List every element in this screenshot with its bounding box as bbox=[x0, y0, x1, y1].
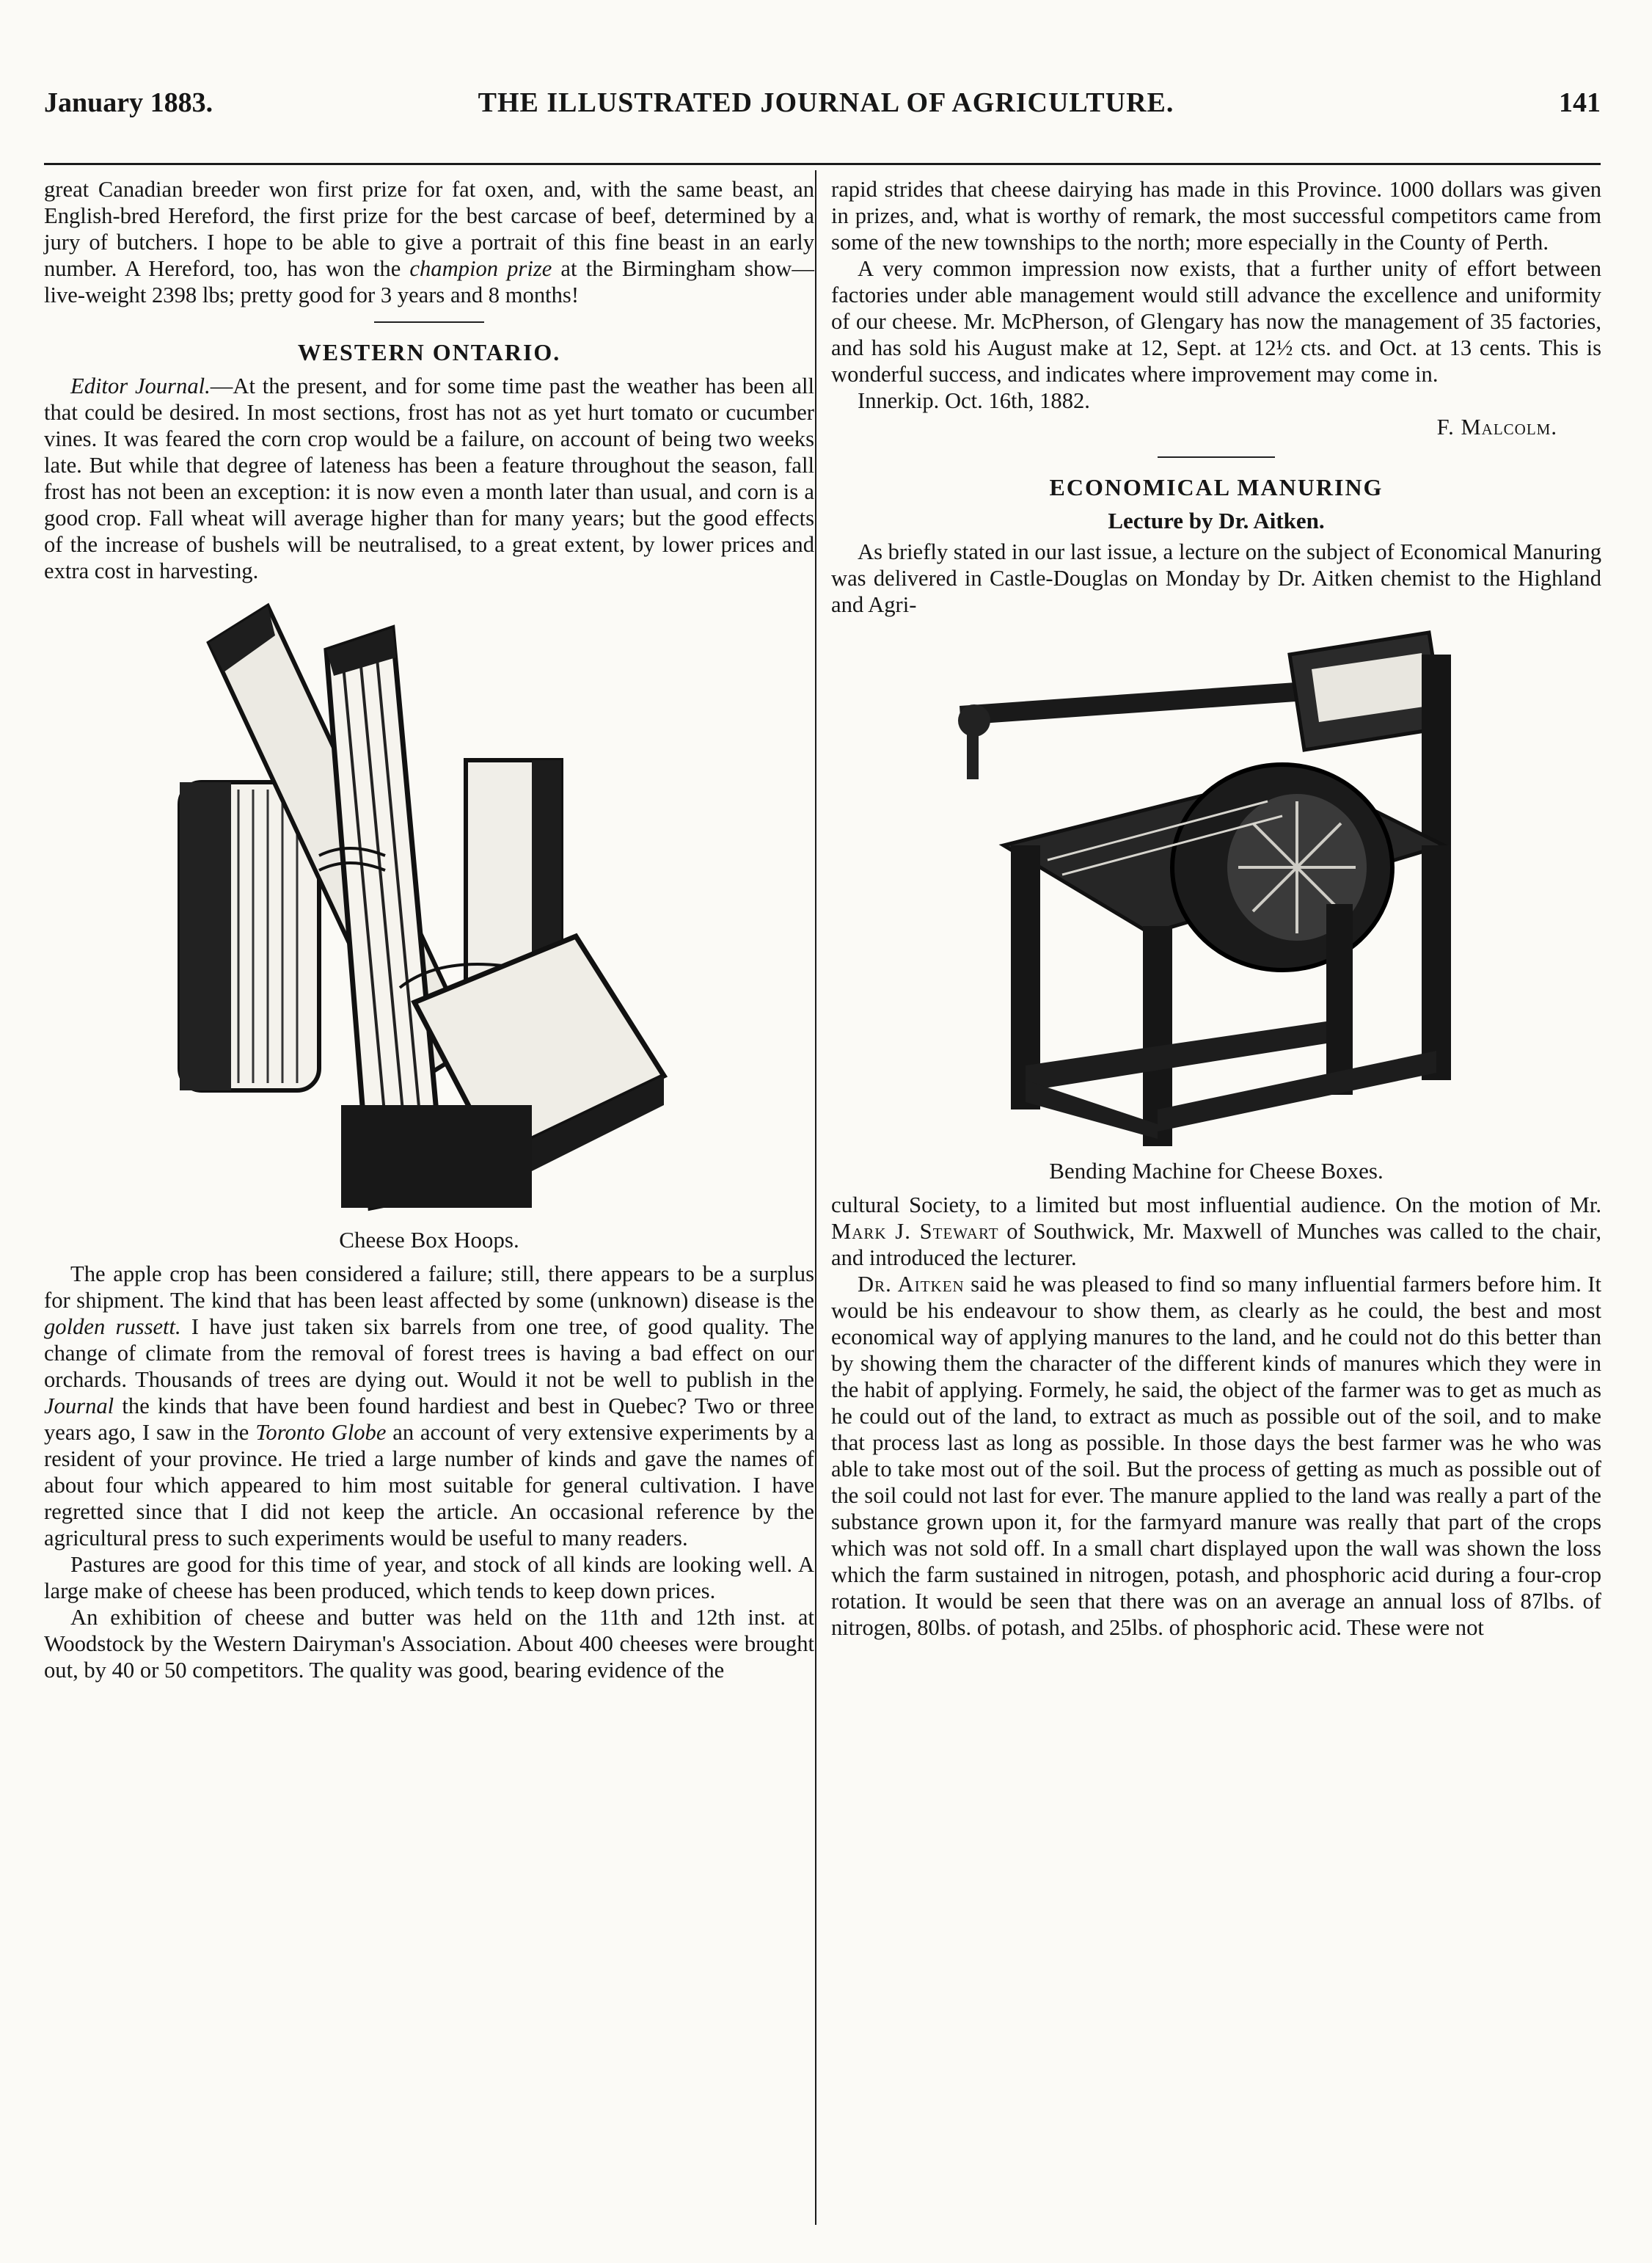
issue-date: January 1883. bbox=[44, 87, 213, 118]
paragraph: Pastures are good for this time of year, and stock of all kinds are looking well. A large make of cheese has been produced, which tends to keep down prices. bbox=[44, 1552, 814, 1603]
paragraph: An exhibition of cheese and butter was held on the 11th and 12th inst. at Woodstock by the Western Dairyman's Association. About 400 cheeses were brought out, by 40 or 50 competitors. The quality was good, bearing evidence of the bbox=[44, 1605, 814, 1683]
author-signature: F. Malcolm. bbox=[1436, 415, 1557, 440]
section-divider bbox=[1158, 456, 1275, 458]
figure-caption: Cheese Box Hoops. bbox=[339, 1227, 519, 1253]
paragraph: rapid strides that cheese dairying has made in this Province. 1000 dollars was given in prizes, and, what is worthy of remark, the most successful competitors came from some of the new townships to the north; more especially in the County of Perth. bbox=[831, 177, 1601, 255]
right-column bbox=[831, 176, 1601, 1641]
paragraph: As briefly stated in our last issue, a lecture on the subject of Economical Manuring was delivered in Castle-Douglas on Monday by Dr. Aitken chemist to the Highland and Agri- bbox=[831, 539, 1601, 617]
left-column bbox=[44, 176, 814, 1683]
section-title-economical-manuring: ECONOMICAL MANURING bbox=[1049, 474, 1384, 500]
paragraph: A very common impression now exists, that a further unity of effort between factories under able management would still advance the excellence and uniformity of our cheese. Mr. McPherson, of Glengary has now the management of 35 factories, and has sold his August make at 12, Sept. at 12½ cts. and Oct. at 13 cents. This is wonderful success, and indicates where improvement may come in. bbox=[831, 256, 1601, 387]
paragraph: great Canadian breeder won first prize for fat oxen, and, with the same beast, an English-bred Hereford, the first prize for the best carcase of beef, determined by a jury of butchers. I hope to be able to give a portrait of this fine beast in an early number. A Hereford, too, has won the champion prize at the Birmingham show—live-weight 2398 lbs; pretty good for 3 years and 8 months! bbox=[44, 177, 814, 307]
dateline: Innerkip. Oct. 16th, 1882. bbox=[858, 388, 1090, 413]
section-title-western-ontario: WESTERN ONTARIO. bbox=[297, 339, 561, 365]
figure-caption: Bending Machine for Cheese Boxes. bbox=[1049, 1158, 1384, 1184]
paragraph: cultural Society, to a limited but most influential audience. On the motion of Mr. Mark J. Stewart of Southwick, Mr. Maxwell of Munches was called to the chair, and introduced the lecturer. bbox=[831, 1192, 1601, 1270]
page-number: 141 bbox=[1559, 87, 1601, 118]
paragraph: Editor Journal.—At the present, and for some time past the weather has been all that could be desired. In most sections, frost has not as yet hurt tomato or cucumber vines. It was feared the corn crop would be a failure, on account of being two weeks late. But while that degree of lateness has been a feature throughout the season, fall frost has not been an exception: it is now even a month later than usual, and corn is a good crop. Fall wheat will average higher than for many years; but the good effects of the increase of bushels will be neutralised, to a great extent, by lower prices and extra cost in harvesting. bbox=[44, 373, 814, 583]
bending-machine-illustration bbox=[915, 625, 1517, 1154]
paragraph: Dr. Aitken said he was pleased to find so many influential farmers before him. It would be his endeavour to show them, as clearly as he could, the best and most economical way of applying manures to the land, and he could not do this better than by showing them the character of the different kinds of manures which they were in the habit of applying. Formely, he said, the object of the farmer was to get as much as he could out of the land, to extract as much as possible out of the soil, and to make that process last as long as possible. In those days the best farmer was he who was able to take most out of the soil. But the process of getting as much as possible out of the soil could not last for ever. The manure applied to the land was really a part of the substance grown upon it, for the farmyard manure was really that part of the crops which was not sold off. In a small chart displayed upon the wall was shown the loss which the farm sustained in nitrogen, potash, and phosphoric acid during a four-crop rotation. It would be seen that there was on an average an annual loss of 87lbs. of nitrogen, 80lbs. of potash, and 25lbs. of phosphoric acid. These were not bbox=[831, 1272, 1601, 1640]
paragraph: The apple crop has been considered a failure; still, there appears to be a surplus for shipment. The kind that has been least affected by some (unknown) disease is the golden russett. I have just taken six barrels from one tree, of good quality. The change of climate from the removal of forest trees is having a bad effect on our orchards. Thousands of trees are dying out. Would it not be well to publish in the Journal the kinds that have been found hardiest and best in Quebec? Two or three years ago, I saw in the Toronto Globe an account of very extensive experiments by a resident of your province. He tried a large number of kinds and gave the names of about four which appeared to him most suitable for general cultivation. I have regretted since that I did not keep the article. An occasional reference by the agricultural press to such experiments would be useful to many readers. bbox=[44, 1261, 814, 1550]
cheese-box-hoops-figure bbox=[44, 591, 814, 1253]
bending-machine-figure bbox=[831, 625, 1601, 1184]
section-subtitle: Lecture by Dr. Aitken. bbox=[1108, 508, 1325, 533]
journal-title: THE ILLUSTRATED JOURNAL OF AGRICULTURE. bbox=[478, 87, 1174, 118]
cheese-box-hoops-illustration bbox=[150, 591, 708, 1222]
header-rule bbox=[44, 163, 1601, 165]
column-divider bbox=[815, 170, 816, 2225]
section-divider bbox=[374, 321, 484, 323]
